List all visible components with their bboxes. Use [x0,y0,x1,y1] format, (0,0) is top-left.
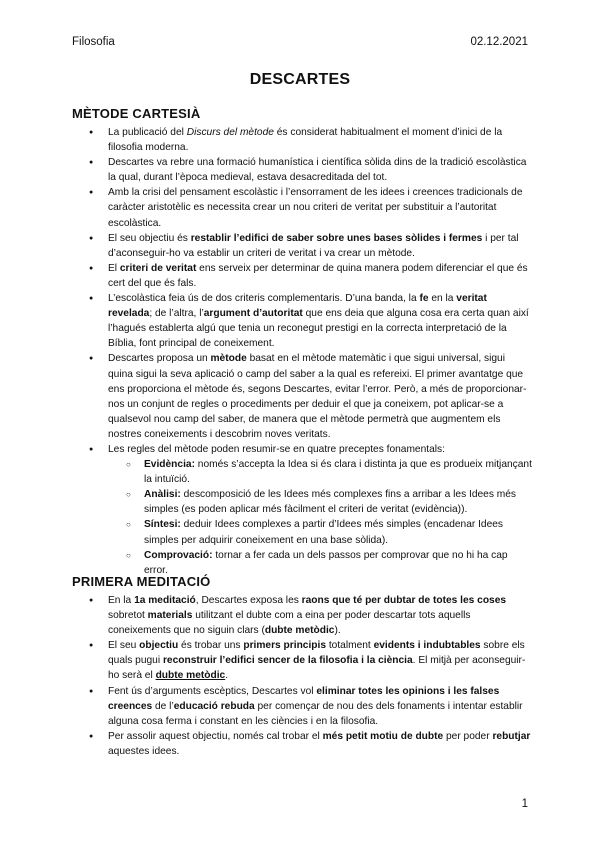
page-number: 1 [521,798,528,810]
bullet-list [72,125,532,578]
section-metode-cartesia [72,106,532,578]
list-item: ● En la 1a meditació, Descartes exposa les raons que té per dubtar de totes les coses sobretot materials utilitzant el dubte com a eina per poder descartar tots aquells coneixements que no siguin clars (dubte metòdic). [72,593,532,638]
list-item: ● Amb la crisi del pensament escolàstic i l’ensorrament de les idees i creences tradicionals de caràcter aristotèlic es necessita crear un nou criteri de veritat per substituir a l’autoritat escolàstica. [72,185,532,230]
list-item: ● Fent ús d’arguments escèptics, Descartes vol eliminar totes les opinions i les falses creences de l’educació rebuda per començar de nou des dels fonaments i intentar establir alguna cosa ferma i constant en les ciències i en la filosofia. [72,684,532,729]
list-item: ● Descartes va rebre una formació humanística i científica sòlida dins de la tradició escolàstica la qual, durant l’època medieval, estava desacreditada del tot. [72,155,532,185]
header-date: 02.12.2021 [470,36,528,48]
list-item [72,442,532,578]
sub-list-item: ○ Anàlisi: descomposició de les Idees més complexes fins a arribar a les Idees més simples (es poden aplicar més fàcilment el criteri de veritat (evidència)). [108,487,532,517]
list-item: ● Descartes proposa un mètode basat en el mètode matemàtic i que sigui universal, sigui quina sigui la seva aplicació o camp del saber a la qual es refereixi. El primer avantatge que ens proporciona el mètode és, segons Descartes, evitar l’error. Però, a més de proporcionar-nos un conjunt de regles o procediments per deduir el que ja coneixem, pot aplicar-se a qualsevol nou camp del saber, de manera que el mètode permetrà que augmentem els nostres coneixements i descobrim noves veritats. [72,351,532,442]
list-item: ● Per assolir aquest objectiu, només cal trobar el més petit motiu de dubte per poder rebutjar aquestes idees. [72,729,532,759]
list-item: ● El criteri de veritat ens serveix per determinar de quina manera podem diferenciar el que és cert del que és fals. [72,261,532,291]
section-primera-meditacio [72,574,532,759]
page-title: DESCARTES [249,71,351,88]
sub-list-item: ○ Comprovació: tornar a fer cada un dels passos per comprovar que no hi ha cap error. [108,548,532,578]
sub-list-item: ○ Síntesi: deduir Idees complexes a partir d’Idees més simples (encadenar Idees simples per adquirir coneixement en una base sòlida). [108,517,532,547]
list-item-text: Les regles del mètode poden resumir-se en quatre preceptes fonamentals: [108,443,445,455]
list-item: ● L’escolàstica feia ús de dos criteris complementaris. D’una banda, la fe en la veritat revelada; de l’altra, l’argument d’autoritat que ens deia que alguna cosa era certa quan així l’hagués establerta algú que tenia un reconegut prestigi en la correcta interpretació de la Bíblia, font principal de coneixement. [72,291,532,351]
section-heading: MÈTODE CARTESIÀ [72,106,201,121]
bullet-list [72,593,532,759]
sub-list-item: ○ Evidència: només s’accepta la Idea si és clara i distinta ja que es produeix mitjançant la intuïció. [108,457,532,487]
list-item: ● El seu objectiu és trobar uns primers principis totalment evidents i indubtables sobre els quals pugui reconstruir l’edifici sencer de la filosofia i la ciència. El mitjà per aconseguir-ho serà el dubte metòdic. [72,638,532,683]
section-heading: PRIMERA MEDITACIÓ [72,574,211,589]
sub-list [108,457,532,578]
list-item: ● El seu objectiu és restablir l’edifici de saber sobre unes bases sòlides i fermes i per tal d’aconseguir-ho va establir un criteri de veritat i va crear un mètode. [72,231,532,261]
list-item: ● La publicació del Discurs del mètode és considerat habitualment el moment d’inici de la filosofia moderna. [72,125,532,155]
header-subject: Filosofia [72,36,115,48]
